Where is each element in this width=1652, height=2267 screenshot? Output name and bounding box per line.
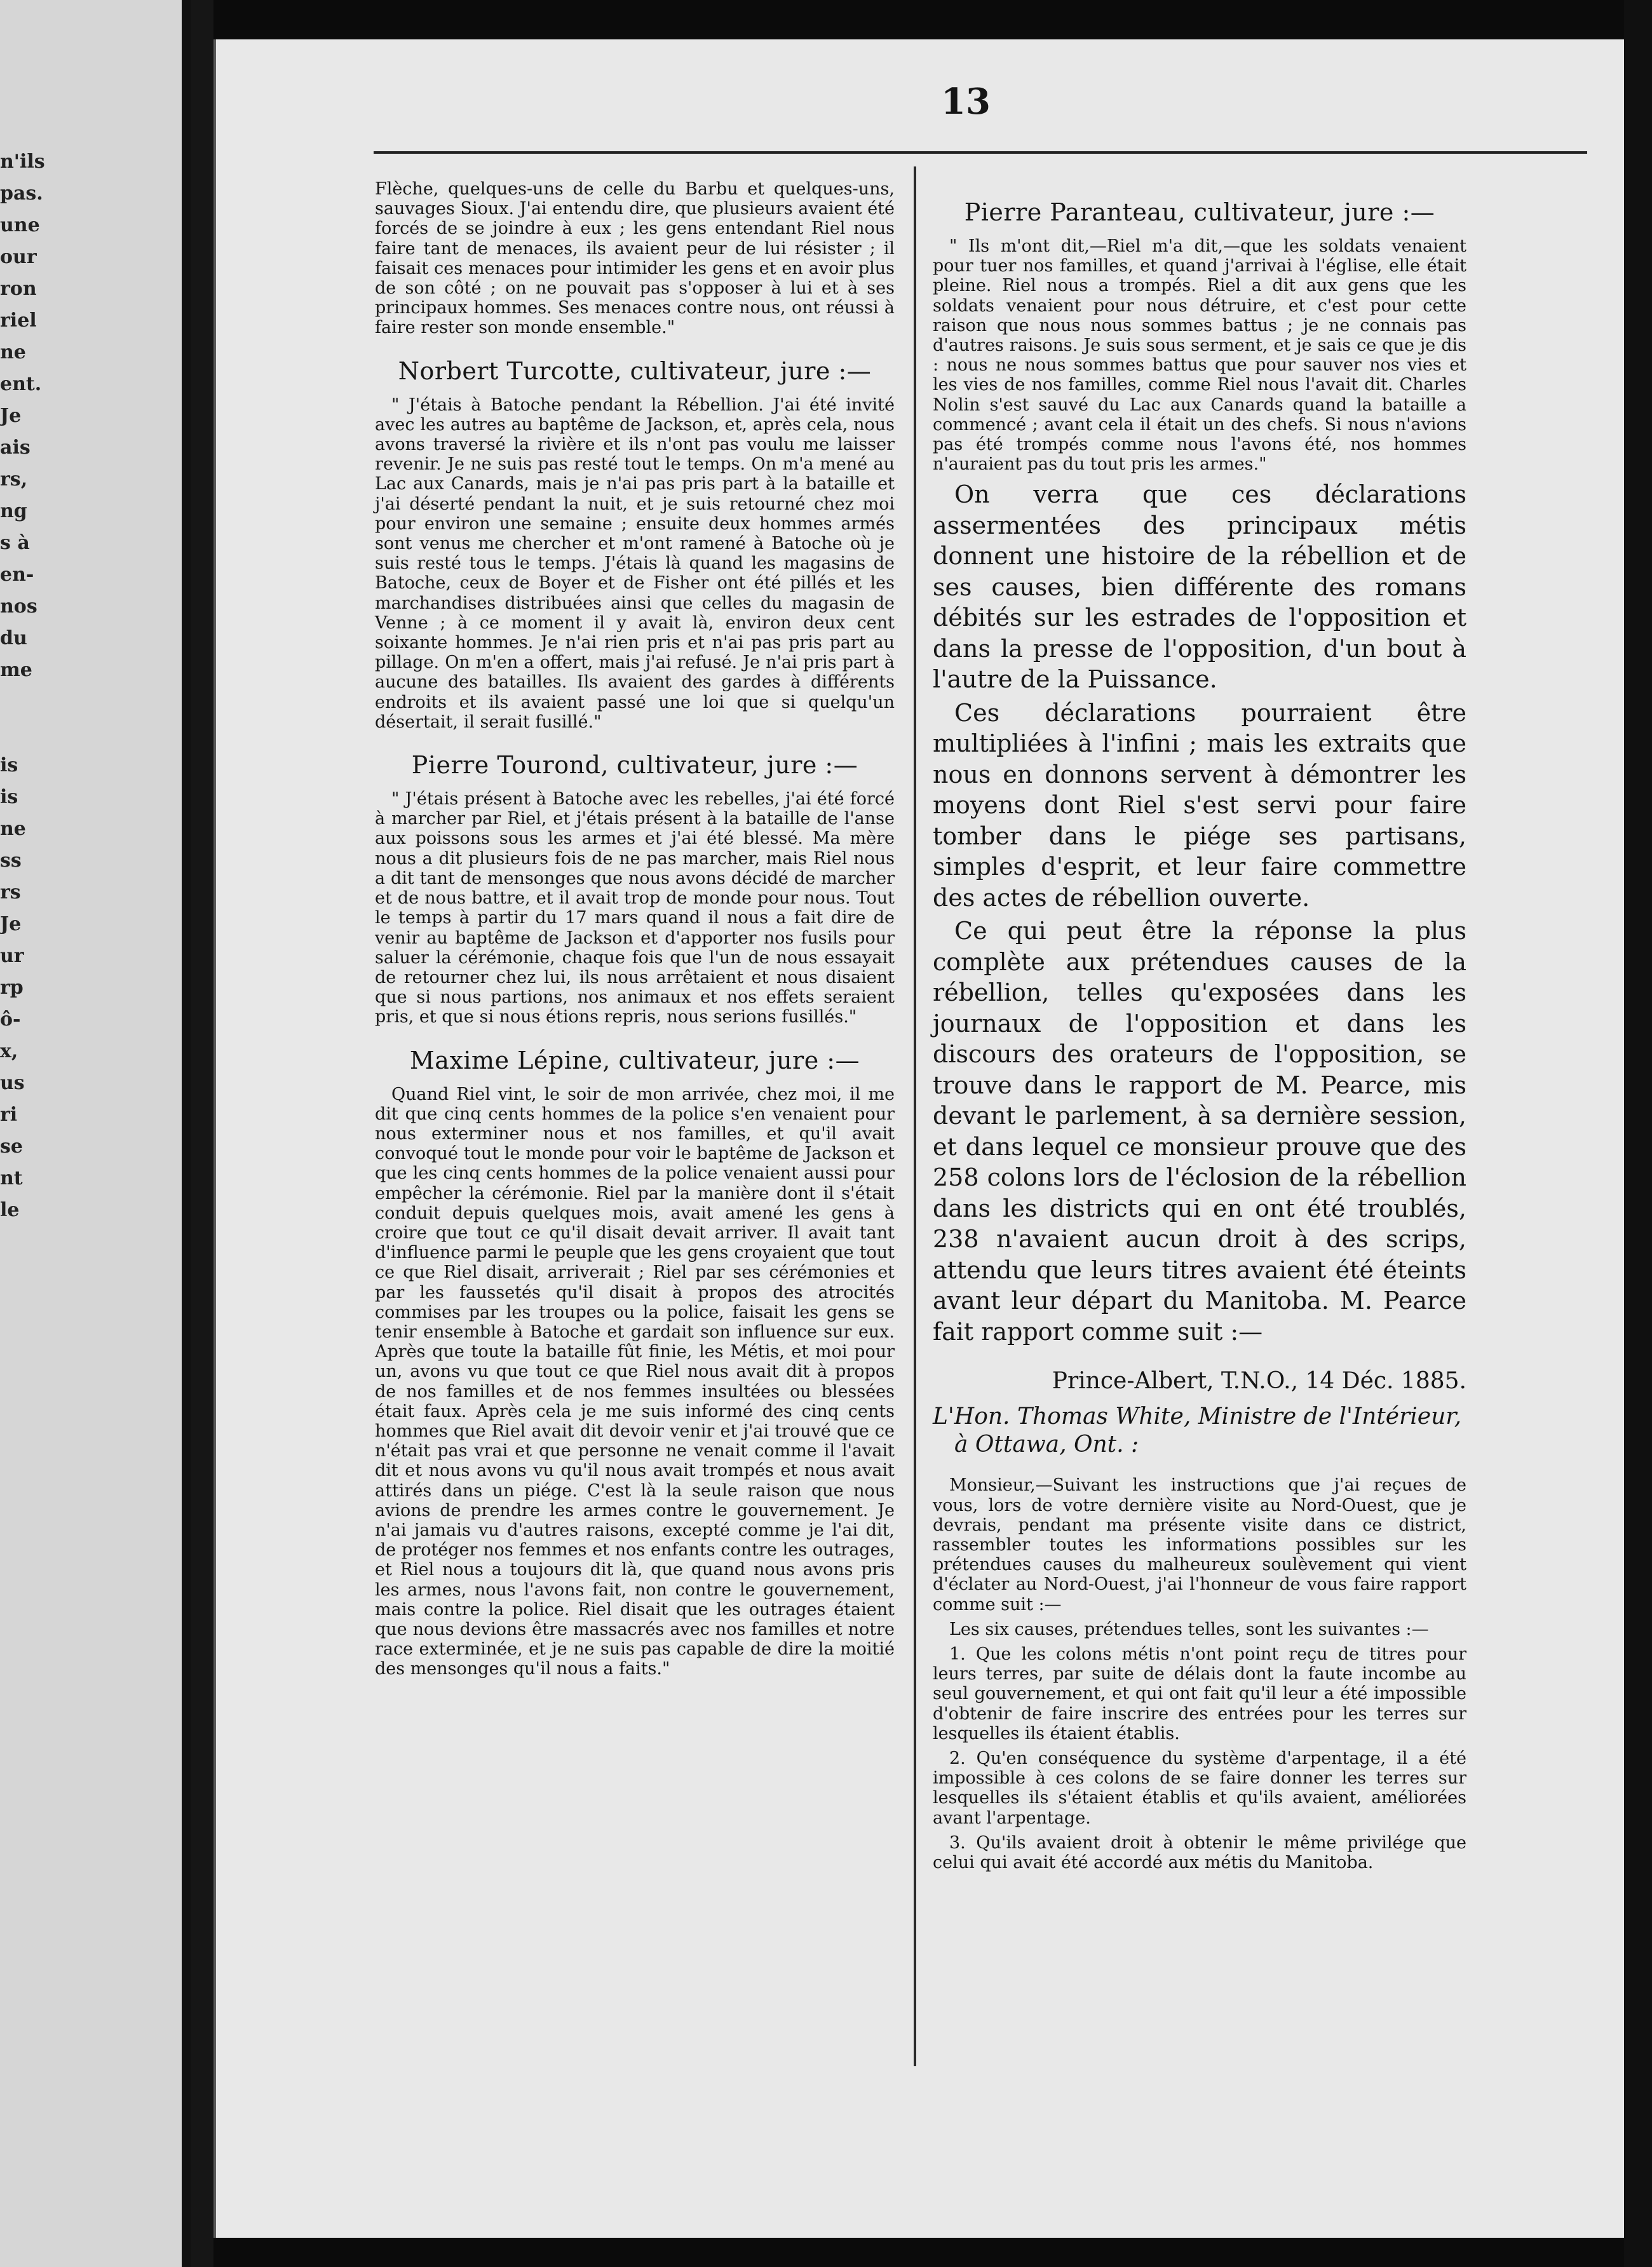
right-dateline: Prince-Albert, T.N.O., 14 Déc. 1885. [1052, 1368, 1466, 1395]
left-para: Quand Riel vint, le soir de mon arrivée, chez moi, il me dit que cinq cents hommes de la police s'en venaient pour nous exterminer nous et nos familles, et qu'il avait convoqué tout le monde pour voir le baptême de Jackson et que les cinq cents hommes de la police venaient aussi pour empêcher la cérémonie. Riel par la manière dont il s'était conduit depuis quelques mois, avait amené les gens à croire que tout ce qu'il disait devait arriver. Il avait tant d'influence parmi le peuple que les gens croyaient que tout ce que Riel disait, arriverait ; Riel par ses cérémonies et par les faussetés qu'il disait à propos des atrocités commises par les troupes ou la police, faisait les gens se tenir ensemble à Batoche et gardait son influence sur eux. Après que toute la bataille fût finie, les Métis, et moi pour un, avons vu que tout ce que Riel nous avait dit à propos de nos familles et de nos femmes insultées ou blessées était faux. Après cela je me suis informé des cinq cents hommes que Riel avait dit devoir venir et j'ai trouvé que ce n'était pas vrai et que personne ne venait comme il l'avait dit et nous avons vu qu'il nous avait trompés et nous avait attirés dans un piége. C'est là la seule raison que nous avions de prendre les armes contre le gouvernement. Je n'ai jamais vu d'autres raisons, excepté comme je l'ai dit, de protéger nos femmes et nos enfants contre les outrages, et Riel nous a toujours dit là, que quand nous avons pris les armes, nous l'avons fait, non contre le gouvernement, mais contre la police. Riel disait que les outrages étaient que nous devions être massacrés avec nos familles et notre race exterminée, et je ne suis pas capable de dire la moitié des mensonges qu'il nous a faits." [375, 1084, 895, 1679]
right-border [1624, 0, 1652, 2267]
header-rule [374, 151, 1587, 154]
left-para: " J'étais à Batoche pendant la Rébellion. J'ai été invité avec les autres au baptême de Jackson, et, après cela, nous avons traversé la rivière et ils n'ont pas voulu me laisser revenir. Je ne suis pas resté tout le temps. On m'a mené au Lac aux Canards, mais je n'ai pas pris part à la bataille et j'ai déserté pendant la nuit, et je suis retourné chez moi pour environ une semaine ; ensuite deux hommes armés sont venus me chercher et m'ont ramené à Batoche où je suis resté tous le temps. J'étais là quand les magasins de Batoche, ceux de Boyer et de Fisher ont été pillés et les marchandises distribuées ainsi que celles du magasin de Venne ; à ce moment il y avait là, environ deux cent soixante hommes. Je n'ai rien pris et n'ai pas pris part au pillage. On m'en a offert, mais j'ai refusé. Je n'ai pris part à aucune des batailles. Ils avaient des gardes à différents endroits et ils avaient passé une loi que si quelqu'un désertait, il serait fusillé." [375, 395, 895, 732]
previous-page-edge [0, 0, 191, 2267]
right-para: Monsieur,—Suivant les instructions que j'ai reçues de vous, lors de votre dernière visite au Nord-Ouest, que je devrais, pendant ma présente visite dans ce district, rassembler toutes les informations possibles sur les prétendues causes du malheureux soulèvement qui vient d'éclater au Nord-Ouest, j'ai l'honneur de vous faire rapport comme suit :— [933, 1475, 1466, 1614]
right-para: Les six causes, prétendues telles, sont les suivantes :— [949, 1619, 1429, 1639]
left-heading: Norbert Turcotte, cultivateur, jure :— [398, 356, 872, 385]
left-heading: Pierre Tourond, cultivateur, jure :— [411, 751, 858, 780]
page-number: 13 [941, 81, 991, 123]
left-para: " J'étais présent à Batoche avec les rebelles, j'ai été forcé à marcher par Riel, et j'étais présent à la bataille de l'anse aux poissons sous les armes et j'ai été blessé. Ma mère nous a dit plusieurs fois de ne pas marcher, mais Riel nous a dit tant de mensonges que nous avons décidé de marcher et de nous battre, et il avait trop de monde pour nous. Tout le temps à partir du 17 mars quand il nous a fait dire de venir au baptême de Jackson et d'apporter nos fusils pour saluer la cérémonie, chaque fois que l'un de nous essayait de retourner chez lui, ils nous arrêtaient et nous disaient que si nous partions, nos animaux et nos effets seraient pris, et que si nous étions repris, nous serions fusillés." [375, 789, 895, 1027]
newspaper-page [213, 39, 1627, 2238]
right-big: Ce qui peut être la réponse la plus complète aux prétendues causes de la rébellion, telles qu'exposées dans les journaux de l'opposition et dans les discours des orateurs de l'opposition, se trouve dans le rapport de M. Pearce, mis devant le parlement, à sa dernière session, et dans lequel ce monsieur prouve que des 258 colons lors de l'éclosion de la rébellion dans les districts qui en ont été troublés, 238 n'avaient aucun droit à des scrips, attendu que leurs titres avaient été éteints avant leur départ du Manitoba. M. Pearce fait rapport comme suit :— [933, 917, 1466, 1346]
right-big: On verra que ces déclarations assermentées des principaux métis donnent une histoire de la rébellion et de ses causes, bien différente des romans débités sur les estrades de l'opposition et dans la presse de l'opposition, d'un bout à l'autre de la Puissance. [933, 480, 1466, 694]
left-heading: Maxime Lépine, cultivateur, jure :— [409, 1046, 860, 1074]
right-big: Ces déclarations pourraient être multipliées à l'infini ; mais les extraits que nous en donnons servent à démontrer les moyens dont Riel s'est servi pour faire tomber dans le piége ses partisans, simples d'esprit, et leur faire commettre des actes de rébellion ouverte. [933, 698, 1466, 912]
right-column [933, 179, 1466, 1878]
page-fold-shadow [182, 0, 191, 2267]
left-para: Flèche, quelques-uns de celle du Barbu et quelques-uns, sauvages Sioux. J'ai entendu dire, que plusieurs avaient été forcés de se joindre à eux ; les gens entendant Riel nous faire tant de menaces, ils avaient peur de lui résister ; il faisait ces menaces pour intimider les gens et en avoir plus de son côté ; on ne pouvait pas s'opposer à lui et à ses principaux hommes. Ses menaces contre nous, ont réussi à faire rester son monde ensemble." [375, 179, 895, 338]
column-rule [914, 166, 916, 2066]
right-addressee: L'Hon. Thomas White, Ministre de l'Intérieur, à Ottawa, Ont. : [933, 1404, 1461, 1458]
left-column [375, 179, 895, 1684]
right-para: 1. Que les colons métis n'ont point reçu de titres pour leurs terres, par suite de délais dont la faute incombe au seul gouvernement, et qui ont fait qu'il leur a été impossible d'obtenir de faire inscrire des entrées pour les terres sur lesquelles ils étaient établis. [933, 1644, 1466, 1743]
right-heading: Pierre Paranteau, cultivateur, jure :— [964, 198, 1435, 226]
binding-gutter [191, 0, 213, 2267]
right-para: " Ils m'ont dit,—Riel m'a dit,—que les soldats venaient pour tuer nos familles, et quand j'arrivai à l'église, elle était pleine. Riel nous a trompés. Riel a dit aux gens que les soldats venaient pour nous détruire, et c'est pour cette raison que nous nous sommes battus ; je ne connais pas d'autres raisons. Je suis sous serment, et je sais ce que je dis : nous ne nous sommes battus que pour sauver nos vies et les vies de nos familles, comme Riel nous l'avait dit. Charles Nolin s'est sauvé du Lac aux Canards quand la bataille a commencé ; avant cela il était un des chefs. Si nous n'avions pas été trompés comme nous l'avons été, nos hommes n'auraient pas du tout pris les armes." [933, 236, 1466, 475]
right-para: 2. Qu'en conséquence du système d'arpentage, il a été impossible à ces colons de se faire donner les terres sur lesquelles ils s'étaient établis et qu'ils avaient, améliorées avant l'arpentage. [933, 1749, 1466, 1828]
margin-fragments: n'ils pas. une our ron riel ne ent. Je ais rs, ng s à en- nos du me is is ne ss rs Je ur rp ô- x, us ri se nt le [0, 151, 45, 1221]
right-para: 3. Qu'ils avaient droit à obtenir le même privilége que celui qui avait été accordé aux métis du Manitoba. [933, 1832, 1466, 1873]
